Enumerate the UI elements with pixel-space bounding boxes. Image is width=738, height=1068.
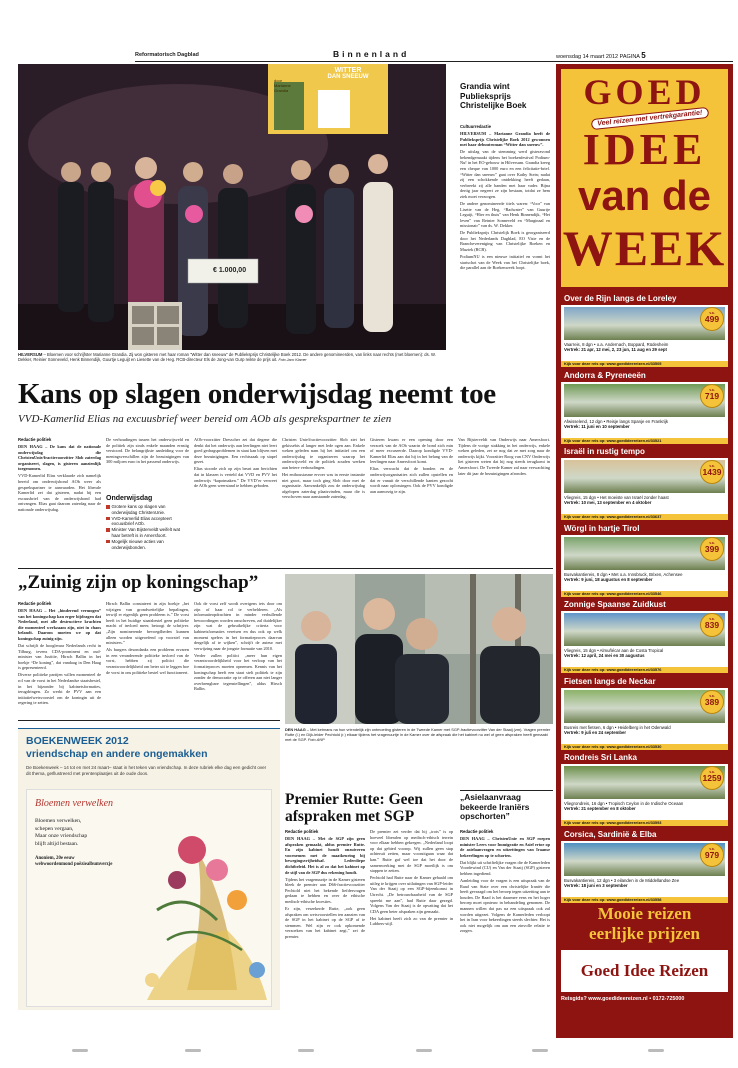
koning-bottom-rule bbox=[18, 720, 280, 721]
deal-desc: Afwisselend, 12 dgn • Reisje langs Spanje en Frankrijk bbox=[564, 418, 668, 424]
caption-text: – Bloemen voor schrijfster Marianne Grandia. Zij won gisteren met haar roman “Witter dan sneeuw” de Publieksprijs Christelijke Boek 2012. De andere genomineerden, van links naar rechts (met bloemen): ds. W. Dekker, Reinier Sonneveld, Henk Binnendijk, Guurtje Leguijt en Liesette van de Heg. RCB-directeur Els de Jong-van Gurp reikte de prijs uit. bbox=[18, 352, 436, 363]
deal-description bbox=[561, 878, 728, 889]
print-mark bbox=[185, 1049, 201, 1052]
main-col3 bbox=[194, 437, 277, 564]
price-from-label: v.a. bbox=[709, 617, 715, 621]
main-p9: Van Bijsterveldt van Onderwijs naar Amersfoort. Tijdens de vorige stakking in het onderwijs, enkele weken geleden, zei ze nog dat ze met zorg naar de onderwijs kijkt. Voorzitter Roog van CNV Onderwijs liet gisteren weten dat hij nog steeds terugkomt in Amersfoort. De Tweede Kamer zal naar verwachting later dit jaar de bezuinigingen afronden. bbox=[458, 437, 550, 476]
deal-description bbox=[561, 342, 728, 353]
ad-goed: GOED bbox=[583, 72, 706, 112]
book-url[interactable]: www.goedideereizen.nl/ bbox=[606, 896, 651, 902]
print-mark bbox=[298, 1049, 314, 1052]
price-from-label: v.a. bbox=[709, 846, 715, 851]
banner-line5: Grandia bbox=[274, 88, 289, 93]
deal-dates: Vertrek: 9 juli en 24 september bbox=[564, 729, 627, 735]
deal-description bbox=[561, 801, 728, 812]
price-badge bbox=[700, 766, 724, 790]
rutte-p2: Er zijn, verzekerde Rutte, „ook geen afspraken om wetsvoorstellen ten aanzien van de SGP in het kabinet op de SGP af te stemmen. Wel zijn er ook opkomende verzoeken van het kabinet zegt,” zei de premier. bbox=[285, 905, 365, 939]
deal-booking-link[interactable] bbox=[561, 591, 728, 597]
iraniers-byline: Redactie politiek bbox=[460, 829, 494, 834]
book-prefix: Kijk voor deze reis op: bbox=[564, 820, 606, 825]
prize-photo-scene bbox=[18, 64, 446, 350]
banner-line1: WITTER bbox=[334, 67, 362, 74]
deal-title[interactable]: Fietsen langs de Neckar bbox=[561, 675, 728, 688]
deal-title[interactable]: Corsica, Sardinië & Elba bbox=[561, 828, 728, 841]
price-from-label: v.a. bbox=[709, 693, 715, 698]
ad-slogan2: eerlijke prijzen bbox=[589, 924, 700, 943]
grandia-body bbox=[460, 131, 550, 369]
koning-byline: Redactie politiek bbox=[18, 601, 52, 606]
main-bottom-rule bbox=[18, 568, 553, 569]
deal-dates: Vertrek: 21 september en 8 oktober bbox=[564, 806, 636, 812]
deal-booking-link[interactable] bbox=[561, 897, 728, 903]
poem-line: blijft altijd bestaan. bbox=[35, 840, 79, 847]
deal-description bbox=[561, 648, 728, 659]
section-title: Binnenland bbox=[333, 49, 410, 59]
ad-brand-logo[interactable]: Goed Idee Reizen bbox=[561, 950, 728, 992]
date-text: woensdag 14 maart 2012 PAGINA bbox=[556, 54, 640, 60]
main-p8: Elias verwacht dat de bonden en de onderwijsorganisaties zich zullen opstellen en dat er vanuit de verschillende kanten gezocht wordt naar oplossingen. Ook de PVV kondigde aan aanwezig te zijn. bbox=[370, 466, 453, 494]
poem-author: Anoniem, 20e eeuw bbox=[35, 856, 75, 861]
photo-credit: Foto Jaco Klamer bbox=[278, 358, 307, 363]
price-value: 1439 bbox=[702, 467, 722, 477]
prize-photo-caption bbox=[18, 352, 446, 364]
koning-lead: DEN HAAG – Het „hinderend vermogen” van het koningschap kan erger bijdragen dat Nederland, met alle destructieve krachten die momenteel werkzaam zijn, niet in chaos belandt. Daarom moeten we op dat koningschap zuinig zijn. bbox=[18, 608, 101, 641]
bullet-square-icon bbox=[106, 528, 110, 532]
rutte-p1: Tijdens het vragenuurtje in de Kamer gisteren bleek de premier aan D66-fractievoorzitter Pechtold niet het bekende liefdesvragen gedaan te hebben en over de ethische medisch-ethische kwesties. bbox=[285, 876, 365, 904]
iraniers-p2: Aanleiding voor de vragen is een uitspraak van de Raad van State over een christelijke Iraniër die heeft gevraagd om het beroep tegen uitzetting aan te houden. De Raad is het daarmee eens en het hoger beroep moet opnieuw in behandeling genomen. De mannen willen dat pas na een uitspraak ook zal worden uitgezet. Volgens de Kamerleden verloopt het in Iran voor bekeerlingen steeds slechter. Het is ook niet mogelijk om aan een zinvolle relatie te zorgen. bbox=[460, 877, 550, 934]
price-badge bbox=[700, 690, 724, 714]
poem-title: Bloemen verwelken bbox=[35, 798, 114, 809]
ad-deal[interactable] bbox=[561, 369, 728, 444]
ad-footer-label: Reisgids? bbox=[561, 996, 587, 1002]
price-badge bbox=[700, 537, 724, 561]
price-badge bbox=[700, 613, 724, 637]
rutte-headline: Premier Rutte: Geen afspraken met SGP bbox=[285, 791, 424, 825]
print-mark bbox=[532, 1049, 548, 1052]
rutte-p3: De premier zei verder dat hij „trots” is op hoeveel liberalen op medisch-ethisch terrein voor elkaar hebben gekregen. „Nederland loopt op dat gebied voorop. Wij zullen geen stap achteruit zetten, maar vooruitgaan waar dat kan.” Rutte gaf wel toe dat het door de samenwerking met de SGP moeilijk is om stappen te zetten. bbox=[370, 829, 453, 874]
book-url[interactable]: www.goedideereizen.nl/ bbox=[606, 743, 651, 749]
rutte-photo-caption bbox=[285, 727, 553, 742]
onderwijsdag-list bbox=[106, 504, 189, 550]
deal-booking-link[interactable] bbox=[561, 438, 728, 444]
bullet-square-icon bbox=[106, 517, 110, 521]
koning-p5: Ook de vorst zelf wordt overigens iets door om zijn of haar rol te verhelderen. „Als informatieopdrachten in minder verhullende bewoordingen worden omschreven, zal duidelijker zijn wat de gebruikelijke criteria voor kabinetsformaties vereisen en dus ook op welk moment spelers in het formatieproces daarvan dergelijk af te wijken”, schrijft de auteur met verwijzing naar de jongste formatie van 2010. bbox=[194, 601, 282, 651]
rutte-photo-scene bbox=[285, 574, 553, 724]
price-from-label: v.a. bbox=[709, 770, 715, 774]
deal-booking-link[interactable] bbox=[561, 361, 728, 367]
deal-booking-link[interactable] bbox=[561, 820, 728, 826]
poem-origin: webwoordenmond poëziealbumverzje bbox=[35, 862, 113, 867]
iraniers-p1: Dat blijkt uit schriftelijke vragen die de Kamerleden Voordewind (CU) en Van der Staaij (SGP) gisteren hebben ingediend. bbox=[460, 859, 550, 876]
deal-desc: Vliegreis, 15 dgn • Almuñécar aan de Costa Tropical bbox=[564, 648, 664, 653]
ad-deal[interactable] bbox=[561, 292, 728, 367]
book-url[interactable]: www.goedideereizen.nl/ bbox=[606, 590, 651, 596]
date-line bbox=[556, 51, 646, 60]
koning-col3 bbox=[194, 601, 282, 716]
list-item-text: Grotere kans op slagen van onderwijsdag ChristenUnie. bbox=[111, 504, 166, 515]
rutte-caption-text: – Met ketmans na hun vriendelijk zijn ontmoeting gisteren in de Tweede Kamer met SGP-fractievoorzitter Van der Staaij (zm). Vragen premier Rutte (l.) en Dijk-leider Pechtold (r.) elkaar tijdens het vragenuurtje in de Kamer over de afspraak die het kabinet nu wel of geen afspraken heeft gemaakt met de SGP. bbox=[285, 727, 551, 742]
book-prefix: Kijk voor deze reis op: bbox=[564, 590, 606, 596]
list-item-text: Minister Van Bijsterveldt weifelt wat haar betreft is in Amersfoort. bbox=[111, 527, 180, 538]
banner-line4: Marianne bbox=[274, 83, 291, 88]
main-p7: Gisteren kwam er een opening door een verzoek van de AOb waarin de bond zich min of meer excuseerde. Daarop kondigde VVD-Kamerlid Elias aan dat hij in het belang van de leerlingen naar Amersfoort komt. bbox=[370, 437, 453, 465]
grandia-p4: PodiumNU is een nieuwe initiatief en vormt het startschot van de Week van het Christelijke boek, die parallel aan de Boekenweek loopt. bbox=[460, 254, 550, 271]
book-url[interactable]: www.goedideereizen.nl/ bbox=[606, 361, 651, 366]
book-prefix: Kijk voor deze reis op: bbox=[564, 667, 606, 672]
book-url[interactable]: www.goedideereizen.nl/ bbox=[606, 437, 651, 443]
ad-slogan bbox=[556, 904, 733, 944]
main-subhead: VVD-Kamerlid Elias na excuusbrief weer bereid om AOb als gesprekspartner te zien bbox=[18, 413, 392, 425]
price-value: 389 bbox=[704, 696, 720, 707]
main-col2 bbox=[106, 437, 189, 491]
main-p5: Christen Unie/fractievoorzitter Slob ziet het gekissebis al langer met lede ogen aan. Enkele weken geleden nam hij het initiatief om een onderwijsdag te organiseren waarop het onderwijsveld en de politiek zouden werken aan betere verhoudingen. bbox=[282, 437, 365, 470]
boekenweek-box bbox=[18, 728, 280, 1010]
grandia-headline: Grandia wint Publieksprijs Christelijke Boek bbox=[460, 82, 527, 111]
deal-dates: Vertrek: 10 mei, 13 september en 4 oktober bbox=[564, 500, 652, 506]
book-code[interactable]: 33558 bbox=[650, 896, 662, 902]
price-badge bbox=[700, 384, 724, 408]
deal-desc: Vliegrondreis, 16 dgn • Tropisch Ceylon in de Indische Oceaan bbox=[564, 801, 684, 806]
ad-slogan1: Mooie reizen bbox=[597, 904, 692, 923]
deal-title[interactable]: Wörgl in hartje Tirol bbox=[561, 522, 728, 535]
deal-desc: Busreis met fietsen, 6 dgn • Heidelberg in het Odenwald bbox=[564, 724, 671, 730]
book-banner bbox=[308, 67, 388, 80]
book-code[interactable]: 33637 bbox=[650, 514, 662, 519]
koning-p4: Als burgers desondanks een probleem ervaren in een veranderende politieke invloed van de vorst, hebben zij politici die verantwoordelijkheid om beter uit te leggen hoe de vorst in ons politieke bestel wel functioneert. bbox=[106, 647, 189, 675]
deal-desc: Busvakantiereis, 12 dgn • 3 eilanden in de Middellandse Zee bbox=[564, 877, 680, 883]
grandia-p3: De Publieksprijs Christelijk Boek is georganiseerd door het Nederlands Dagblad, EO Visie en de Branchevereniging van Christelijke Boeken en Muziek (RCB). bbox=[460, 230, 550, 253]
price-value: 719 bbox=[704, 390, 720, 401]
banner-author bbox=[274, 78, 314, 93]
banner-line2: DAN SNEEUW bbox=[327, 74, 369, 80]
deal-desc: Vliegreis, 15 dgn • Het moeiste van Israël zonder haast bbox=[564, 495, 669, 500]
goed-idee-ad[interactable] bbox=[556, 64, 733, 1038]
rutte-photo-credit: Foto ANP bbox=[307, 737, 325, 742]
list-item bbox=[106, 504, 189, 516]
deal-dates: Vertrek: 21 apr, 12 mei, 2, 23 jun, 11 aug en 29 sept bbox=[564, 347, 667, 353]
list-item bbox=[106, 539, 189, 551]
print-mark bbox=[72, 1049, 88, 1052]
onderwijsdag-title: Onderwijsdag bbox=[106, 495, 153, 502]
book-code[interactable]: 33521 bbox=[650, 437, 662, 443]
ad-title-box bbox=[561, 69, 728, 287]
iraniers-body bbox=[460, 836, 550, 1014]
deal-title[interactable]: Rondreis Sri Lanka bbox=[561, 751, 728, 764]
main-col6 bbox=[458, 437, 550, 564]
main-p1: VVD-Kamerlid Elias verklaarde zich namelijk bereid om onderwijsbond AOb weer als gesprekspartner te aanvaarden. Het liberale Kamerlid zei dat gisteren, nadat hij een excuusbrief van de onderwijsbond had ontvangen. Elias gaat daarom zaterdag naar de nationale onderwijsdag. bbox=[18, 473, 101, 512]
poem-card bbox=[26, 789, 272, 1007]
rutte-col1 bbox=[285, 836, 365, 1014]
bullet-square-icon bbox=[106, 540, 110, 544]
poem-line: schepen vergaan, bbox=[35, 825, 74, 832]
boekenweek-title: BOEKENWEEK 2012 bbox=[26, 735, 129, 747]
page-number: 5 bbox=[641, 51, 646, 60]
book-code[interactable]: 33530 bbox=[650, 743, 662, 749]
price-value: 499 bbox=[704, 314, 720, 324]
deal-description bbox=[561, 725, 728, 736]
book-prefix: Kijk voor deze reis op: bbox=[564, 437, 606, 443]
ad-phone[interactable]: 0172-725000 bbox=[652, 996, 685, 1002]
koning-p2: Diverse politieke partijen willen momenteel de rol van de vorst in het Nederlandse staatsbestel, in het bijzonder bij kabinetsformaties, terugdringen. Zo werkt de PVV aan een initiatiefwetsvoorstel om de koningin uit de regering te zetten. bbox=[18, 672, 101, 706]
list-item-text: VVD-Kamerlid Elias accepteert excuusbrief AOb. bbox=[111, 515, 172, 527]
book-code[interactable]: 33546 bbox=[650, 590, 662, 596]
rutte-p4: Pechtold had Rutte naar de Kamer gehaald om uitleg te krijgen over uitlatingen van SGP-leider Van der Staaij op een SGP-bijeenkomst in Utrecht. „De betrouwbaarheid van de SGP spreekt me aan”, had Rutte daar gezegd. Volgens Van der Staaij is de opvatting dat het CDA geen beter afspraken zijn gemaakt. bbox=[370, 875, 453, 914]
deal-description bbox=[561, 419, 728, 430]
main-lead: DEN HAAG – De kans dat de nationale onderwijsdag die ChristenUnie/fractievoorzitter Slob zaterdag organiseert, slagen, is gisteren aanzienlijk toegenomen. bbox=[18, 444, 101, 472]
deal-dates: Vertrek: 12 april, 24 mei en 30 augustus bbox=[564, 653, 645, 659]
koning-col1 bbox=[18, 608, 101, 716]
book-prefix: Kijk voor deze reis op: bbox=[564, 514, 606, 519]
poem-line: Bloemen verwelken, bbox=[35, 818, 82, 824]
list-item bbox=[106, 516, 189, 528]
deal-booking-link[interactable] bbox=[561, 514, 728, 520]
main-p2: De verhoudingen tussen het onderwijsveld en de politiek zijn sinds enkele maanden ernstig verstoord. De belangrijkste aanleiding voor de meningsverschillen zijn de bezuinigingen van 300 miljoen euro in het passend onderwijs. bbox=[106, 437, 189, 465]
koning-headline: „Zuinig zijn op koningschap” bbox=[18, 572, 259, 593]
onderwijsdag-box bbox=[106, 495, 189, 550]
iraniers-headline: „Asielaanvraag bekeerde Iraniërs opschorten” bbox=[460, 790, 553, 822]
price-value: 1259 bbox=[702, 773, 722, 783]
price-from-label: v.a. bbox=[709, 387, 715, 392]
main-col4 bbox=[282, 437, 365, 564]
boekenweek-subtitle: vriendschap en andere ongemakken bbox=[26, 748, 208, 760]
book-code[interactable]: 33576 bbox=[650, 667, 662, 672]
book-url[interactable]: www.goedideereizen.nl/ bbox=[606, 820, 651, 825]
koning-p3: Hirsch Ballin constateert in zijn boekje „het wijzigen van grondwettelijke bepalingen, terwijl er eigenlijk geen probleem is.” De vorst heeft in het huidige staatsbestel geen politieke macht of invloed meer, betoogt de schrijver. „Zijn nominerende bevoegdheden kunnen alleen worden uitgeoefend op voorstel van ministers.” bbox=[106, 601, 189, 646]
poem-line: Maar onze vriendschap bbox=[35, 833, 88, 840]
list-item bbox=[106, 527, 189, 539]
grandia-p1: De uitslag van de stemming werd gisteravond bekendgemaakt tijdens het boekenfestival Podium-Nu! in het EO-gebouw in Hilversum. Grandia kreeg een cheque van 1000 euro en een felicitatie-brief. “Witter dan sneeuw” gaat over Kathy Stein; nadat zij een schokkende ontdekking heeft gedaan, verbreekt zij alle banden met haar vader. Bijna dertig jaar negeert ze zijn bestaan, totdat ze hem ziek moet verzorgen. bbox=[460, 149, 550, 199]
list-item-text: Mogelijk nieuwe acties van onderwijsbonden. bbox=[111, 538, 164, 550]
ad-tagline: Veel reizen met vertrekgarantie! bbox=[591, 107, 709, 130]
check-amount: € 1.000,00 bbox=[213, 267, 247, 274]
rutte-col2 bbox=[370, 829, 453, 1014]
deal-desc: Busvakantiereis, 8 dgn • Met o.a. Innsbruck, Brixen, Achensee bbox=[564, 571, 683, 577]
ad-vande: van de bbox=[577, 172, 712, 219]
deal-dates: Vertrek: 11 juni en 10 september bbox=[564, 423, 630, 429]
deal-title[interactable]: Over de Rijn langs de Loreley bbox=[561, 292, 728, 305]
book-url[interactable]: www.goedideereizen.nl/ bbox=[606, 514, 651, 519]
price-badge bbox=[700, 843, 724, 867]
print-mark bbox=[648, 1049, 664, 1052]
main-p6: Het enthousiasme ervoer was in eerste instantie niet groot, maar toch ging Slob door met de organisatie. Aanvankelijk zou de onderwijsdag afgelopen zaterdag plaatsvinden, maar die is verschoven naar aanstaande zaterdag. bbox=[282, 471, 365, 500]
deal-desc: Vaarreis, 8 dgn • o.a. Andernach, Boppard, Rüdesheim bbox=[564, 342, 669, 347]
deal-booking-link[interactable] bbox=[561, 667, 728, 673]
deal-booking-link[interactable] bbox=[561, 744, 728, 750]
ad-footer-url[interactable]: www.goedideereizen.nl bbox=[588, 996, 648, 1002]
rutte-byline: Redactie politiek bbox=[285, 829, 319, 834]
book-code[interactable]: 33505 bbox=[650, 361, 662, 366]
main-col1 bbox=[18, 444, 101, 564]
main-p3: AOb-voorzitter Dresscher zei dat degene die denkt dat het onderwijs aan leerlingen niet leert goed gedragsproblemen in staat kan blijven met deze bezuinigingen. Een rechtszaak op stapel gezet. bbox=[194, 437, 277, 465]
price-from-label: v.a. bbox=[709, 311, 715, 315]
koning-p6: Verder zullen politici „meer hun eigen verantwoordelijkheid voor het verloop van het formatieproces moeten opnemen. Kennis van het koningschap heeft een staat stelt politiek te zijn zonder de democratie op te offeren aan niet langer overbrengbare tegenstellingen”, aldus Hirsch Ballin. bbox=[194, 652, 282, 692]
prize-photo bbox=[18, 64, 446, 350]
price-value: 839 bbox=[704, 620, 720, 630]
deal-dates: Vertrek: 9 juni, 18 augustus en 8 september bbox=[564, 576, 653, 582]
price-from-label: v.a. bbox=[709, 464, 715, 468]
ad-deal[interactable] bbox=[561, 522, 728, 597]
rutte-p5: Het kabinet heeft zich zo van de premier in Lubbers-stijl. bbox=[370, 915, 453, 927]
price-value: 979 bbox=[704, 849, 720, 860]
book-url[interactable]: www.goedideereizen.nl/ bbox=[606, 667, 651, 672]
phone-icon: • bbox=[649, 996, 652, 1002]
deal-dates: Vertrek: 18 juni en 3 september bbox=[564, 882, 628, 888]
ad-deal[interactable] bbox=[561, 598, 728, 673]
ad-deal[interactable] bbox=[561, 675, 728, 750]
rutte-caption-lead: DEN HAAG bbox=[285, 727, 306, 732]
caption-lead: HILVERSUM bbox=[18, 352, 43, 357]
ad-footer bbox=[561, 996, 728, 1002]
ad-week: WEEK bbox=[562, 220, 727, 276]
book-prefix: Kijk voor deze reis op: bbox=[564, 361, 606, 366]
koning-col2 bbox=[106, 601, 189, 716]
book-prefix: Kijk voor deze reis op: bbox=[564, 743, 606, 749]
grandia-p2: De andere genomineerde titels waren: “Voor” van Lisette van de Heg, “Badwater” van Guurtje Leguijt, “Hier en thuis” van Henk Binnendijk, “Het leven” van Reinier Sonneveld en “Marginaal en missionair” van ds. W. Dekker. bbox=[460, 200, 550, 229]
deal-title[interactable]: Israël in rustig tempo bbox=[561, 445, 728, 458]
ad-deal[interactable] bbox=[561, 828, 728, 903]
deal-description bbox=[561, 572, 728, 583]
ad-deal[interactable] bbox=[561, 751, 728, 826]
header-rule bbox=[135, 61, 733, 62]
price-from-label: v.a. bbox=[709, 540, 715, 545]
iraniers-lead: DEN HAAG – ChristenUnie en SGP roepen minister Leers voor Immigratie en Asiel ertoe op de asielaanvragen en uitzettingen van Iraanse bekeerlingen op te schorten. bbox=[460, 836, 550, 858]
price-badge bbox=[700, 460, 724, 484]
ad-deal[interactable] bbox=[561, 445, 728, 520]
grandia-byline: Cultuurredactie bbox=[460, 124, 491, 129]
grandia-lead-place: HILVERSUM bbox=[460, 131, 487, 136]
main-col5 bbox=[370, 437, 453, 564]
print-mark bbox=[416, 1049, 432, 1052]
book-prefix: Kijk voor deze reis op: bbox=[564, 896, 606, 902]
deal-title[interactable]: Andorra & Pyreneeën bbox=[561, 369, 728, 382]
price-badge bbox=[700, 307, 724, 331]
ad-idee: IDEE bbox=[582, 125, 707, 174]
poem-source bbox=[35, 856, 112, 868]
main-byline: Redactie politiek bbox=[18, 437, 52, 442]
main-p4: Elias stoorde zich op zijn beurt aan berichten dat in klassen is verteld dat VVD en PVV het onderwijs “kapotmaken.” De VVD’er verweet de AOb geen weerstand te hebben geboden. bbox=[194, 466, 277, 489]
price-value: 399 bbox=[704, 543, 720, 554]
paper-name: Reformatorisch Dagblad bbox=[135, 52, 199, 58]
grandia-lead: – Marianne Grandia heeft de Publieksprijs Christelijke Boek 2012 gewonnen met haar debuutroman “Witter dan sneeuw”. bbox=[460, 131, 550, 148]
book-code[interactable]: 33593 bbox=[650, 820, 662, 825]
poem-body bbox=[35, 818, 87, 848]
boekenweek-intro: De Boekenweek – 14 tot en met 24 maart– staat in het teken van vriendschap. In deze rubriek elke dag een gedicht over dit thema, geïllustreerd met prentenplaatjes uit de oude doos. bbox=[26, 765, 267, 776]
rutte-lead: DEN HAAG – Met de SGP zijn geen afspraken gemaakt, aldus premier Rutte. En zijn kabinet houdt onzuiveren voornemen met de maatkeuring bij bewegingsvrijheidsaf. Lederdiepe dichtbeleid. Het is al zo dat het kabinet op de stijl van de SGP dus rekening houdt. bbox=[285, 836, 365, 875]
koning-p1: Dat schrijft de hoogleraar Nederlands recht in Tilburg, tevens CDA-prominent en oud-minister van Justitie, Hirsch Ballin in het boekje “De koning”, dat vandaag in Den Haag is gepresenteerd. bbox=[18, 642, 101, 671]
main-headline: Kans op slagen onderwijsdag neemt toe bbox=[18, 378, 496, 410]
deal-description bbox=[561, 495, 728, 506]
rutte-photo bbox=[285, 574, 553, 724]
banner-line3: door bbox=[274, 78, 283, 83]
bullet-square-icon bbox=[106, 505, 110, 509]
deal-title[interactable]: Zonnige Spaanse Zuidkust bbox=[561, 598, 728, 611]
